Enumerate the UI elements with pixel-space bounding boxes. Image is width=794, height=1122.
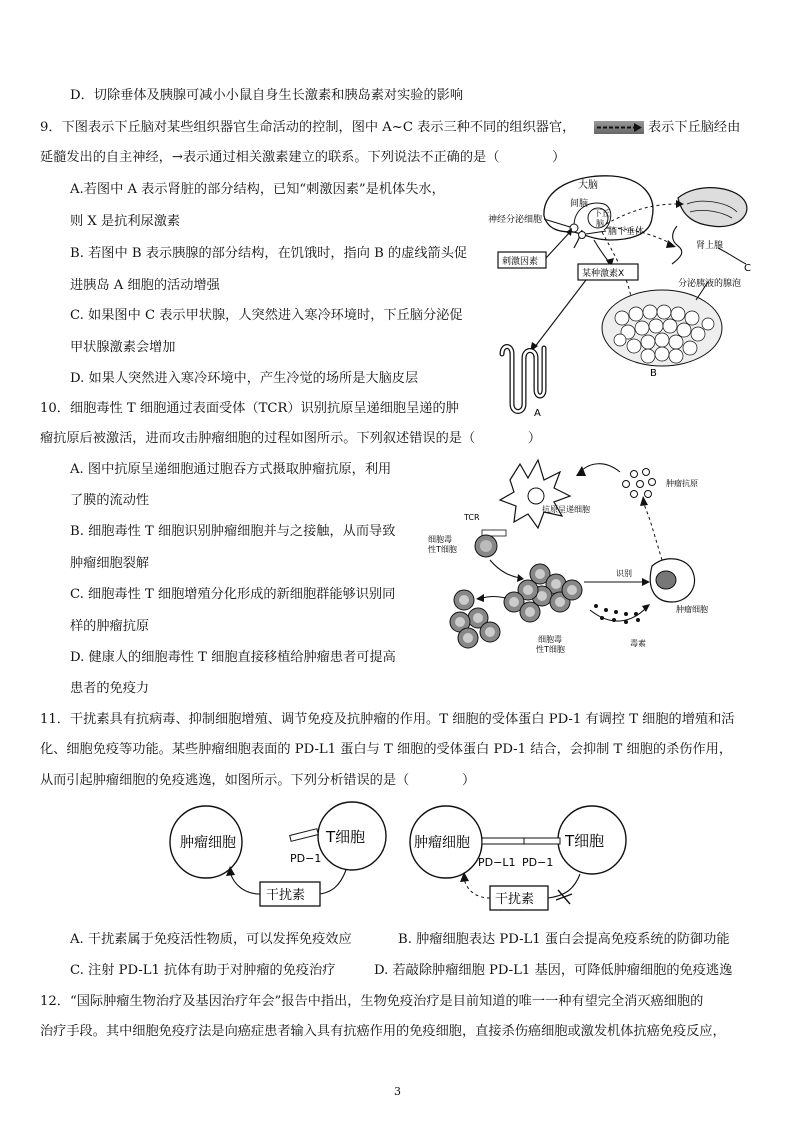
label-brain: 大脑 [578,180,598,191]
q10-stem-1: 10．细胞毒性 T 细胞通过表面受体（TCR）识别抗原呈递细胞呈递的肿 [40,401,459,416]
label-ctl-bottom-2: 性T细胞 [536,645,565,654]
right-pd1-receptor [524,838,560,844]
q10-option-a-1: A. 图中抗原呈递细胞通过胞吞方式摄取肿瘤抗原，利用 [70,462,392,477]
q9-stem-1b: 表示下丘脑经由 [648,120,741,135]
q11-stem-3: 从而引起肿瘤细胞的免疫逃逸，如图所示。下列分析错误的是（ ） [40,773,476,788]
q11-option-d: D. 若敲除肿瘤细胞 PD-L1 基因，可降低肿瘤细胞的免疫逃逸 [374,963,733,978]
label-thalamus: 间脑 [570,199,589,209]
q10-option-d-2: 患者的免疫力 [70,681,150,696]
tumor-antigen-dots [623,469,656,498]
right-tumor-label: 肿瘤细胞 [414,835,470,851]
q9-option-d: D. 如果人突然进入寒冷环境中，产生冷觉的场所是大脑皮层 [70,371,419,386]
q9-option-a-2: 则 X 是抗利尿激素 [70,214,181,229]
right-interferon-label: 干扰素 [495,892,535,907]
label-tumor-cell: 肿瘤细胞 [676,605,708,614]
label-b: B [650,368,657,379]
q11-stem-2: 化、细胞免疫等功能。某些肿瘤细胞表面的 PD-L1 蛋白与 T 细胞的受体蛋白 PD-1 结合，会抑制 T 细胞的杀伤作用， [40,742,733,757]
q9-stem-1: 9．下图表示下丘脑对某些组织器官生命活动的控制，图中 A~C 表示三种不同的组织器官， [40,120,576,135]
q10-stem-2: 瘤抗原后被激活，进而攻击肿瘤细胞的过程如图所示。下列叙述错误的是（ ） [40,431,542,446]
label-hormone-x: 某种激素X [582,269,625,279]
left-t-label: T细胞 [326,828,366,846]
pd1-pdl1-figure [160,800,630,918]
right-t-label: T细胞 [565,832,605,850]
q8-option-d: D．切除垂体及胰腺可减小小鼠自身生长激素和胰岛素对实验的影响 [70,88,464,103]
label-stimulus: 刺激因素 [502,257,539,267]
hypothalamus-control-figure [482,168,782,422]
q11-option-a: A. 干扰素属于免疫活性物质，可以发挥免疫效应 [70,932,352,947]
q10-option-d-1: D. 健康人的细胞毒性 T 细胞直接移植给肿瘤患者可提高 [70,650,396,665]
adrenal-gland-shape [678,188,747,227]
q9-option-c-1: C. 如果图中 C 表示甲状腺，人突然进入寒冷环境时，下丘脑分泌促 [70,308,463,323]
label-tcr: TCR [464,513,480,522]
dashed-arrow-icon [594,121,644,134]
page-number: 3 [394,1085,401,1098]
label-c: C [744,263,751,274]
left-pd1-label: PD−1 [290,852,322,865]
left-interferon-label: 干扰素 [266,888,306,903]
label-pituitary: 脑下垂体 [608,227,645,237]
right-pd1-label: PD−1 [522,856,554,869]
q9-option-c-2: 甲状腺激素会增加 [70,340,176,355]
label-ctl-left-2: 性T细胞 [428,545,457,554]
right-pdl1-label: PD−L1 [478,856,516,869]
q9-option-a-1: A.若图中 A 表示肾脏的部分结构，已知“刺激因素”是机体失水， [70,182,445,197]
q11-stem-1: 11．干扰素具有抗病毒、抑制细胞增殖、调节免疫及抗肿瘤的作用。T 细胞的受体蛋白 PD-1 有调控 T 细胞的增殖和活 [40,712,735,727]
q11-option-c: C. 注射 PD-L1 抗体有助于对肿瘤的免疫治疗 [70,963,336,978]
q9-option-b-1: B. 若图中 B 表示胰腺的部分结构，在饥饿时，指向 B 的虚线箭头促 [70,246,468,261]
q12-stem-2: 治疗手段。其中细胞免疫疗法是向癌症患者输入具有抗癌作用的免疫细胞，直接杀伤癌细胞或激发机体抗癌免疫反应， [40,1024,726,1039]
label-acinus: 分泌胰液的腺泡 [678,279,742,289]
label-adrenal: 肾上腺 [696,241,724,251]
label-neurosecretory: 神经分泌细胞 [488,215,543,225]
pituitary-shape [579,232,586,239]
pancreas-acinus-shape [602,290,722,366]
q10-option-a-2: 了膜的流动性 [70,493,150,508]
t-cell-attack-figure [420,450,710,664]
label-apc: 抗原呈递细胞 [542,505,590,514]
q9-stem-2: 延髓发出的自主神经，→表示通过相关激素建立的联系。下列说法不正确的是（ ） [40,150,566,165]
left-tumor-label: 肿瘤细胞 [180,835,236,851]
label-tumor-antigen: 肿瘤抗原 [666,479,698,488]
q10-option-c-1: C. 细胞毒性 T 细胞增殖分化形成的新细胞群能够识别同 [70,587,396,602]
q10-option-c-2: 样的肿瘤抗原 [70,619,150,634]
autonomic-nerve-legend [594,121,644,134]
q9-option-b-2: 进胰岛 A 细胞的活动增强 [70,278,220,293]
left-pd1-receptor [290,829,319,842]
q12-stem-1: 12．“国际肿瘤生物治疗及基因治疗年会”报告中指出，生物免疫治疗是目前知道的唯一一种有望完全消灭癌细胞的 [40,994,704,1009]
q10-option-b-1: B. 细胞毒性 T 细胞识别肿瘤细胞并与之接触，从而导致 [70,524,396,539]
q10-option-b-2: 肿瘤细胞裂解 [70,556,150,571]
label-ctl-bottom-1: 细胞毒 [538,635,562,644]
label-a: A [534,408,541,419]
label-hypothalamus-bottom: 脑 [596,219,604,228]
q11-option-b: B. 肿瘤细胞表达 PD-L1 蛋白会提高免疫系统的防御功能 [398,932,730,947]
label-hypothalamus-top: 下丘 [594,209,610,218]
label-recognize: 识别 [616,569,632,578]
label-toxin: 毒素 [630,639,646,648]
right-pdl1-receptor [482,838,524,844]
label-ctl-left-1: 细胞毒 [428,535,452,544]
